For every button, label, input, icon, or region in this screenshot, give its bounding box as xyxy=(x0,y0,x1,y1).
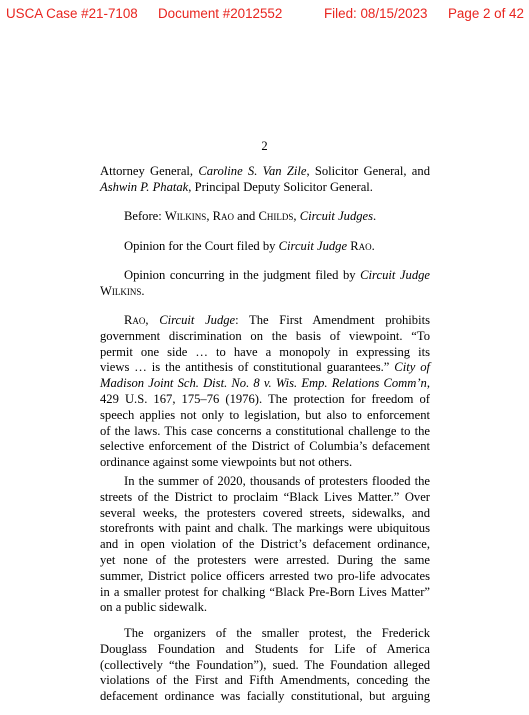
text-line: Ashwin P. Phatak, Principal Deputy Solicitor General. xyxy=(100,179,373,194)
text-line: views … is the antithesis of constitutional guarantees.” City of xyxy=(100,360,430,375)
court-filing-header xyxy=(0,6,529,26)
text-line: Rao, Circuit Judge: The First Amendment prohibits xyxy=(124,313,431,327)
document-number: Document #2012552 xyxy=(158,6,283,21)
case-number: USCA Case #21-7108 xyxy=(6,6,138,21)
text-line: The organizers of the smaller protest, the Frederick xyxy=(124,626,430,640)
text-line: ordinance against some viewpoints but not others. xyxy=(100,455,353,470)
text-line: and in open violation of the District’s defacement ordinance, xyxy=(100,537,430,552)
text-line: Douglass Foundation and Students for Life of America xyxy=(100,641,430,656)
filed-date: Filed: 08/15/2023 xyxy=(324,6,428,21)
text-line: several weeks, the protesters covered streets, sidewalks, and xyxy=(100,505,430,520)
text-line: violations of the First and Fifth Amendments, conceding the xyxy=(100,673,430,688)
panel-paragraph xyxy=(100,209,430,225)
opinion-paragraph-3 xyxy=(100,626,430,705)
text-line: 429 U.S. 167, 175–76 (1976). The protection for freedom of xyxy=(100,391,430,406)
text-line: streets of the District to proclaim “Black Lives Matter.” Over xyxy=(100,489,430,504)
text-line: summer, District police officers arrested two pro-life advocates xyxy=(100,568,430,583)
text-line: (collectively “the Foundation”), sued. The Foundation alleged xyxy=(100,657,430,672)
text-line: Attorney General, Caroline S. Van Zile, Solicitor General, and xyxy=(100,164,430,178)
opinion-author-paragraph xyxy=(100,239,430,255)
text-line: Wilkins. xyxy=(100,283,145,298)
concurring-paragraph xyxy=(100,268,430,300)
text-line: selective enforcement of the District of Columbia’s defacement xyxy=(100,439,430,454)
text-line: defacement ordinance was facially constitutional, but arguing xyxy=(100,689,430,704)
text-line: speech applies not only to legislation, but also to enforcement xyxy=(100,407,430,422)
text-line: Opinion concurring in the judgment filed by Circuit Judge xyxy=(124,268,430,282)
text-line: permit one side … to have a monopoly in expressing its xyxy=(100,344,430,359)
counsel-paragraph xyxy=(100,164,430,196)
page-count: Page 2 of 42 xyxy=(448,6,524,21)
text-line: Before: Wilkins, Rao and Childs, Circuit Judges. xyxy=(124,209,377,223)
text-line: of the laws. This case concerns a constitutional challenge to the xyxy=(100,423,430,438)
opinion-paragraph-2 xyxy=(100,474,430,616)
text-line: Opinion for the Court filed by Circuit Judge Rao. xyxy=(124,239,375,253)
text-line: yet none of the protesters were arrested. During the same xyxy=(100,552,430,567)
text-line: in a smaller protest for chalking “Black Pre-Born Lives Matter” xyxy=(100,584,430,599)
text-line: In the summer of 2020, thousands of protesters flooded the xyxy=(124,474,430,488)
page-number: 2 xyxy=(261,139,268,153)
opinion-paragraph-1 xyxy=(100,313,430,471)
text-line: on a public sidewalk. xyxy=(100,600,208,615)
text-line: Madison Joint Sch. Dist. No. 8 v. Wis. Emp. Relations Comm’n, xyxy=(100,376,430,391)
text-line: storefronts with paint and chalk. The markings were ubiquitous xyxy=(100,521,430,536)
text-line: government discrimination on the basis of viewpoint. “To xyxy=(100,328,430,343)
